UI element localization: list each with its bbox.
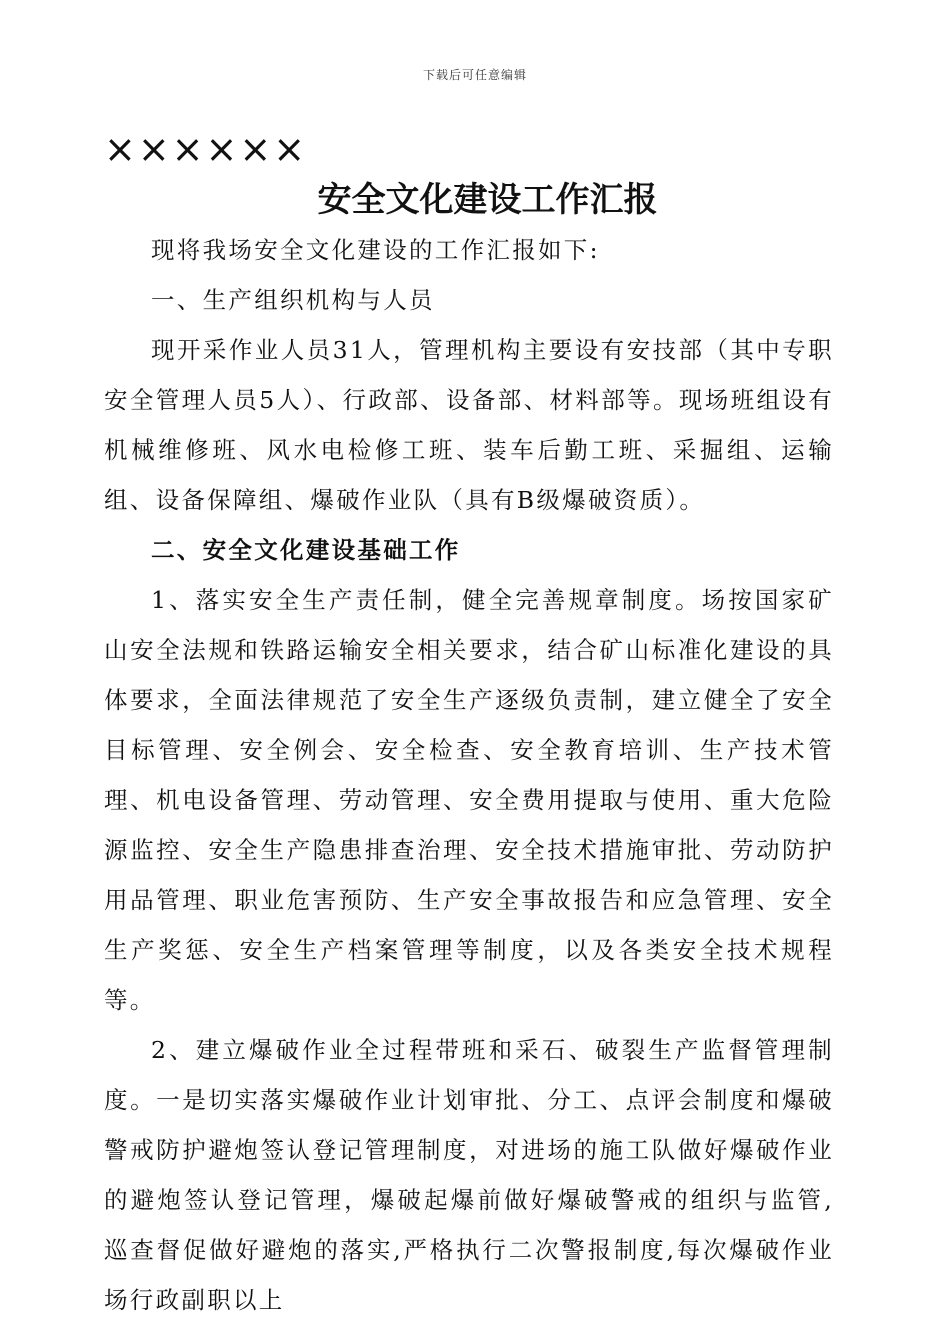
intro-paragraph: 现将我场安全文化建设的工作汇报如下: (151, 236, 600, 264)
section-heading-safety-culture: 二、安全文化建设基础工作 (151, 536, 461, 564)
section-heading-organization: 一、生产组织机构与人员 (151, 286, 435, 314)
header-note: 下载后可任意编辑 (422, 68, 527, 82)
organization-paragraph: 现开采作业人员31人，管理机构主要设有安技部（其中专职安全管理人员5人）、行政部、设备部、材料部等。现场班组设有机械维修班、风水电检修工班、装车后勤工班、采掘组、运输组、设备保障组、爆破作业队（具有B级爆破资质）。 (104, 336, 834, 514)
blasting-paragraph: 2、建立爆破作业全过程带班和采石、破裂生产监督管理制度。一是切实落实爆破作业计划审批、分工、点评会制度和爆破警戒防护避炮签认登记管理制度，对进场的施工队做好爆破作业的避炮签认登记管理，爆破起爆前做好爆破警戒的组织与监管,巡查督促做好避炮的落实,严格执行二次警报制度,每次爆破作业场行政副职以上 (104, 1036, 834, 1314)
document-title: 安全文化建设工作汇报 (317, 180, 658, 220)
organization-placeholder: ×××××× (104, 127, 308, 171)
responsibility-paragraph: 1、落实安全生产责任制，健全完善规章制度。场按国家矿山安全法规和铁路运输安全相关要求，结合矿山标准化建设的具体要求，全面法律规范了安全生产逐级负责制，建立健全了安全目标管理、安全例会、安全检查、安全教育培训、生产技术管理、机电设备管理、劳动管理、安全费用提取与使用、重大危险源监控、安全生产隐患排查治理、安全技术措施审批、劳动防护用品管理、职业危害预防、生产安全事故报告和应急管理、安全生产奖惩、安全生产档案管理等制度，以及各类安全技术规程等。 (104, 586, 834, 1014)
document-body (104, 225, 834, 1325)
